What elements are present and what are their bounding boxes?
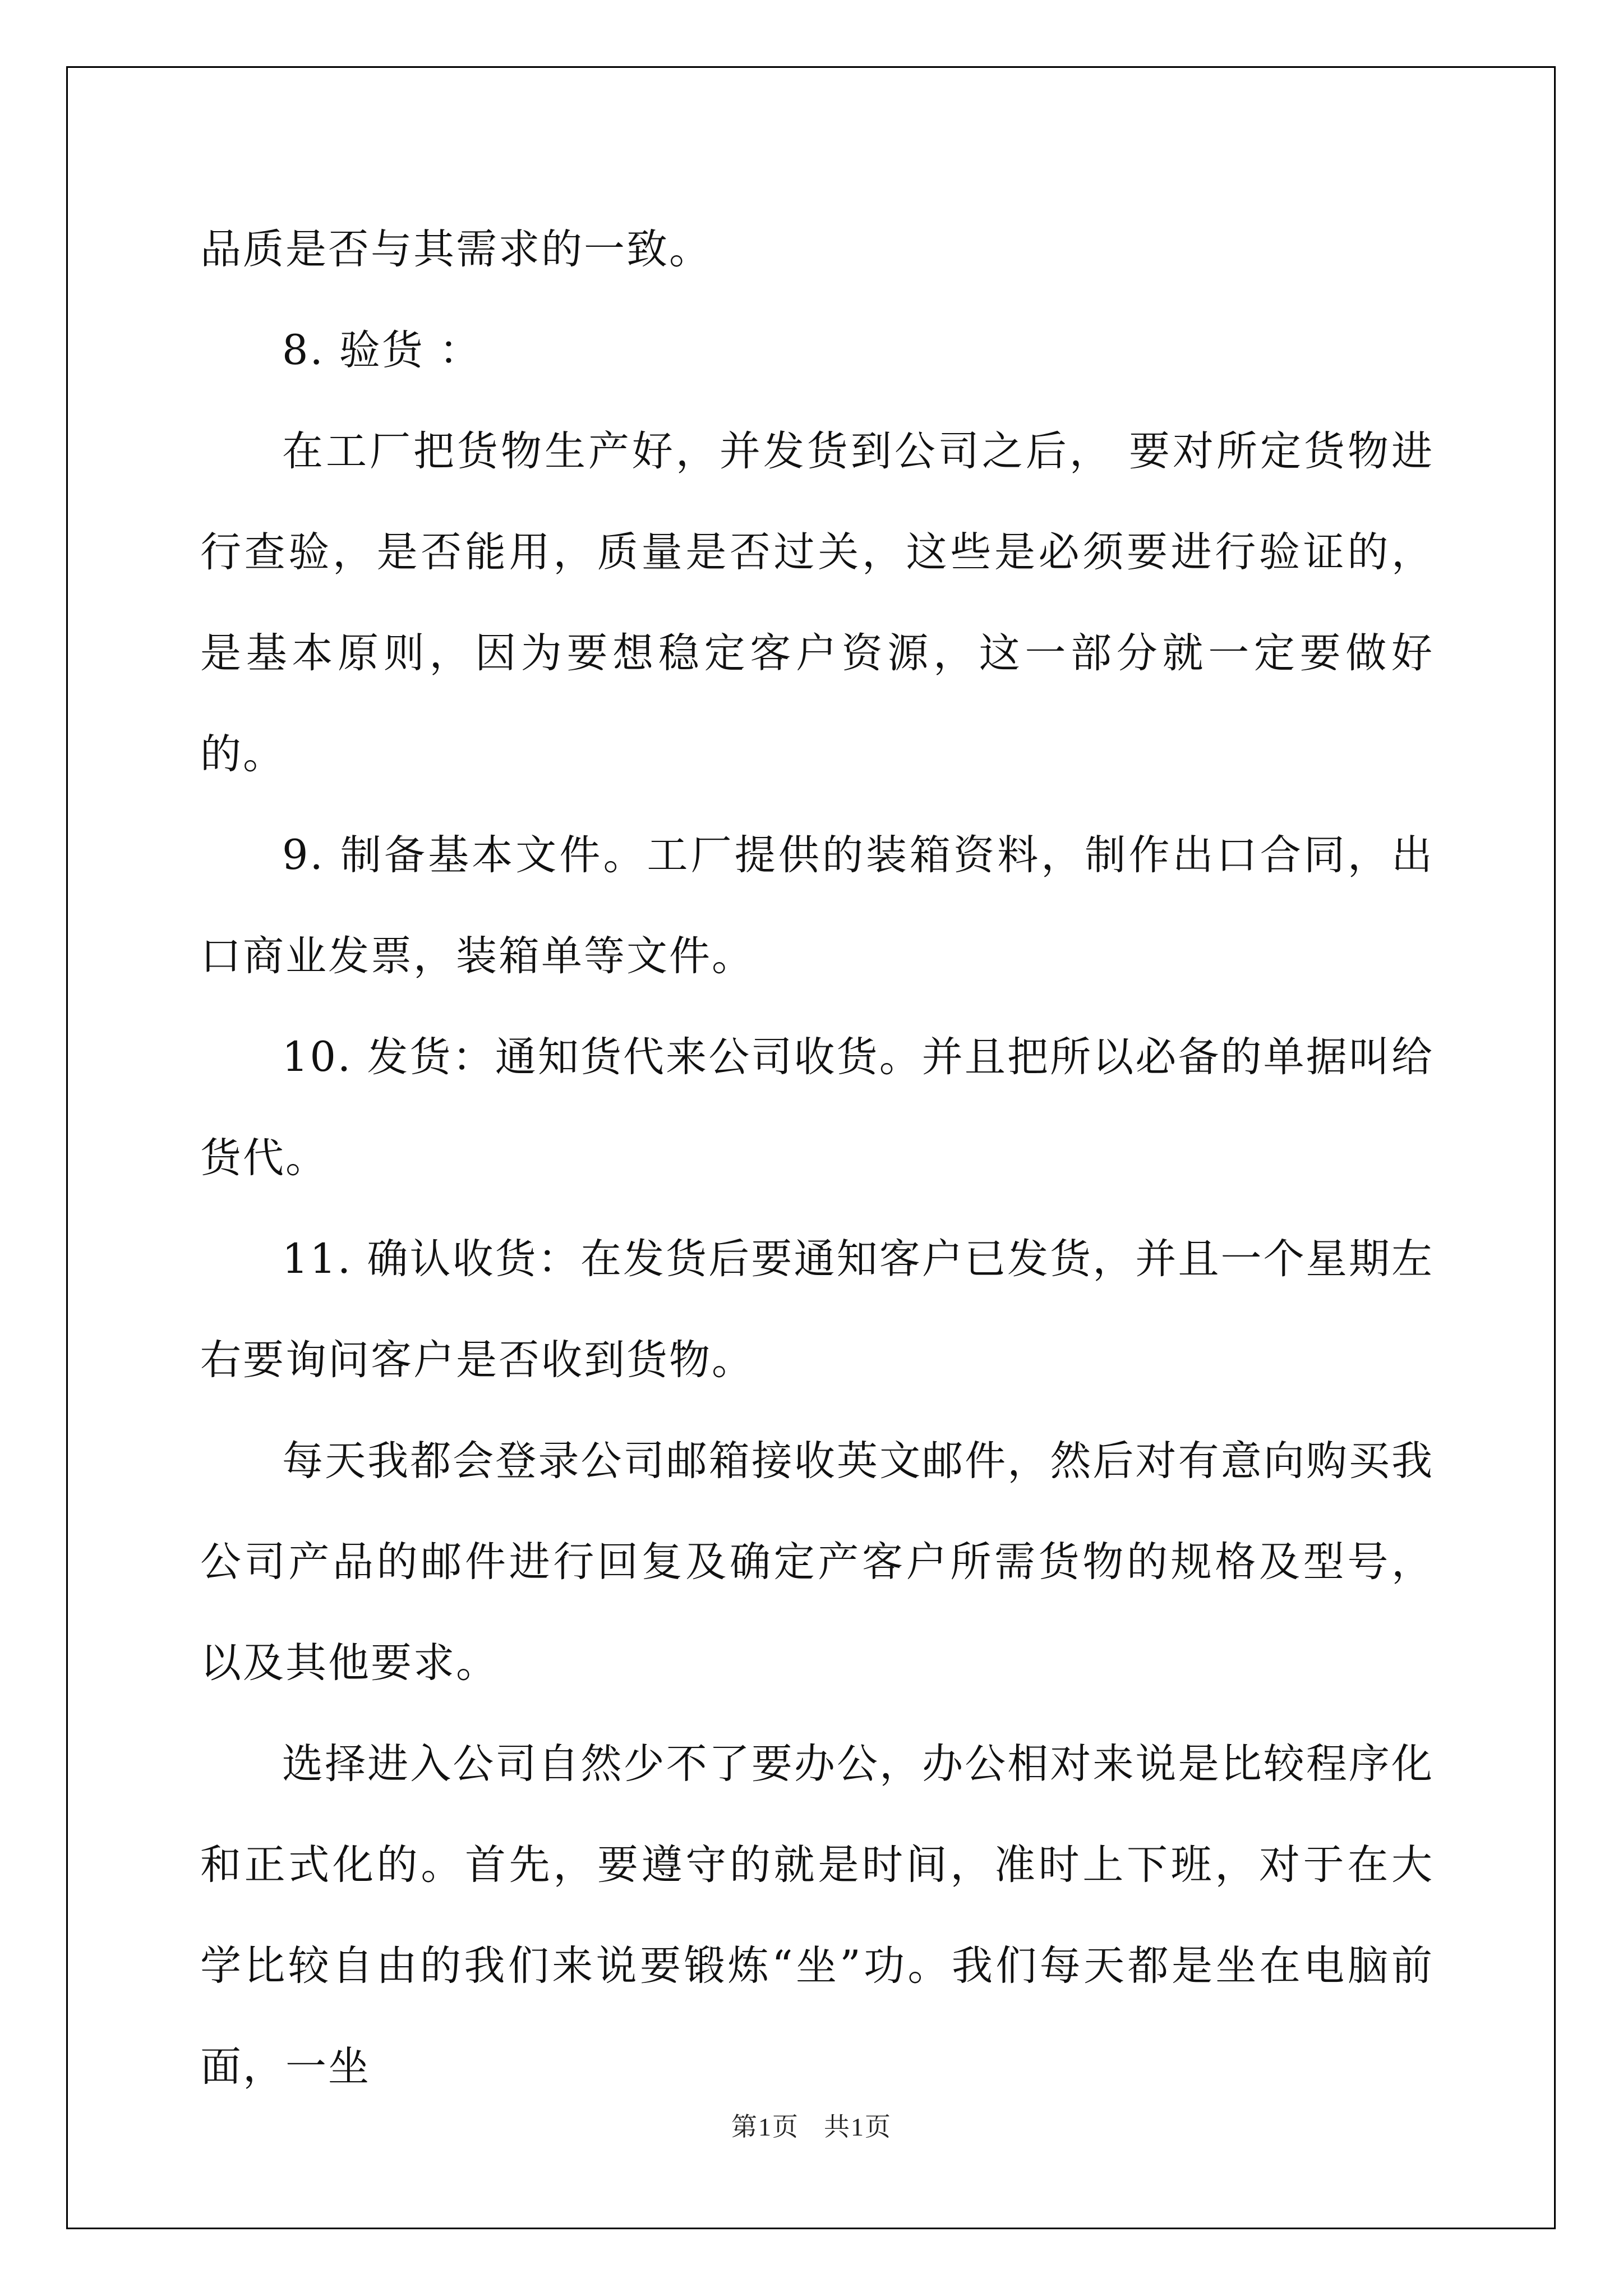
paragraph: 选择进入公司自然少不了要办公，办公相对来说是比较程序化和正式化的。首先，要遵守的就是时间，准时上下班，对于在大学比较自由的我们来说要锻炼“坐”功。我们每天都是坐在电脑前面，一坐: [200, 1740, 1434, 2091]
paragraph: 11. 确认收货：在发货后要通知客户已发货，并且一个星期左右要询问客户是否收到货物。: [200, 1235, 1434, 1384]
paragraph: 8. 验货 ：: [282, 326, 482, 374]
page-total: 共1页: [824, 2113, 892, 2141]
page-footer: [0, 2106, 1623, 2143]
paragraph: 品质是否与其需求的一致。: [200, 226, 712, 273]
paragraph: 每天我都会登录公司邮箱接收英文邮件，然后对有意向购买我公司产品的邮件进行回复及确定产客户所需货物的规格及型号，以及其他要求。: [200, 1437, 1434, 1687]
paragraph: 9. 制备基本文件。工厂提供的装箱资料，制作出口合同，出口商业发票，装箱单等文件。: [200, 831, 1434, 980]
document-body: [200, 199, 1434, 2118]
page-number: 第1页: [731, 2113, 799, 2141]
paragraph: 在工厂把货物生产好，并发货到公司之后， 要对所定货物进行查验，是否能用，质量是否过关，这些是必须要进行验证的，是基本原则，因为要想稳定客户资源，这一部分就一定要做好的。: [200, 427, 1434, 778]
paragraph: 10. 发货：通知货代来公司收货。并且把所以必备的单据叫给货代。: [200, 1033, 1434, 1182]
